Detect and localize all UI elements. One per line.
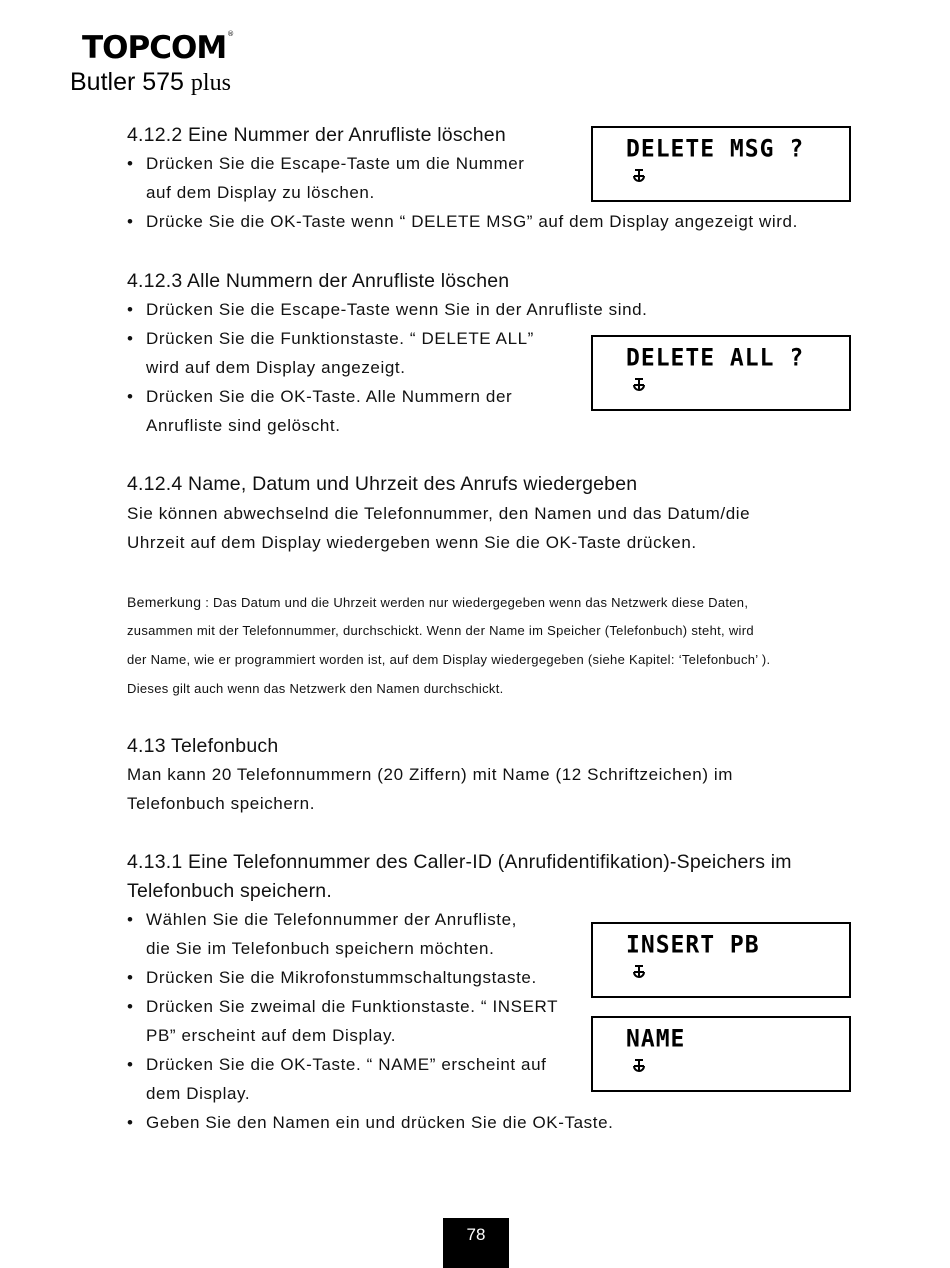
registered-mark: ® bbox=[227, 30, 234, 38]
lcd-text: NAME bbox=[626, 1025, 686, 1053]
lcd-display-insert-pb bbox=[591, 922, 851, 998]
list-item: • Drücken Sie die Mikrofonstummschaltungstaste. bbox=[127, 968, 537, 987]
paragraph-line: Telefonbuch speichern. bbox=[127, 794, 316, 813]
note-line: Bemerkung : Das Datum und die Uhrzeit werden nur wiedergegeben wenn das Netzwerk diese Daten, bbox=[127, 594, 749, 610]
note-line: Dieses gilt auch wenn das Netzwerk den Namen durchschickt. bbox=[127, 681, 504, 696]
heading-4-13-1-cont: Telefonbuch speichern. bbox=[127, 880, 332, 902]
list-item: • Drücken Sie zweimal die Funktionstaste. “ INSERT bbox=[127, 997, 559, 1016]
brand-logo: TOPCOM® bbox=[82, 30, 234, 66]
list-item-continuation: auf dem Display zu löschen. bbox=[146, 183, 375, 202]
list-item: • Drücken Sie die Escape-Taste wenn Sie in der Anrufliste sind. bbox=[127, 300, 648, 319]
list-item: • Drücken Sie die Escape-Taste um die Nummer bbox=[127, 154, 525, 173]
heading-4-12-2: 4.12.2 Eine Nummer der Anrufliste löschen bbox=[127, 124, 506, 146]
list-item: • Drücken Sie die Funktionstaste. “ DELETE ALL” bbox=[127, 329, 534, 348]
list-item-continuation: wird auf dem Display angezeigt. bbox=[146, 358, 406, 377]
heading-4-12-4: 4.12.4 Name, Datum und Uhrzeit des Anrufs wiedergeben bbox=[127, 473, 638, 495]
paragraph-line: Sie können abwechselnd die Telefonnummer, den Namen und das Datum/die bbox=[127, 504, 751, 523]
lcd-text: DELETE MSG ? bbox=[626, 135, 805, 163]
lcd-display-name bbox=[591, 1016, 851, 1092]
lcd-display-delete-msg bbox=[591, 126, 851, 202]
list-item-continuation: Anrufliste sind gelöscht. bbox=[146, 416, 341, 435]
paragraph-line: Man kann 20 Telefonnummern (20 Ziffern) mit Name (12 Schriftzeichen) im bbox=[127, 765, 734, 784]
note-label: Bemerkung bbox=[127, 594, 202, 610]
page-number: 78 bbox=[443, 1218, 509, 1268]
list-item: • Wählen Sie die Telefonnummer der Anrufliste, bbox=[127, 910, 517, 929]
lcd-display-delete-all bbox=[591, 335, 851, 411]
note-line: zusammen mit der Telefonnummer, durchschickt. Wenn der Name im Speicher (Telefonbuch) steht, wird bbox=[127, 623, 754, 638]
list-item-continuation: PB” erscheint auf dem Display. bbox=[146, 1026, 397, 1045]
phone-handset-icon bbox=[631, 964, 647, 984]
phone-handset-icon bbox=[631, 1058, 647, 1078]
phone-handset-icon bbox=[631, 168, 647, 188]
list-item-continuation: dem Display. bbox=[146, 1084, 251, 1103]
note-line: der Name, wie er programmiert worden ist, auf dem Display wiedergegeben (siehe Kapitel: ‘Telefonbuch’ ). bbox=[127, 652, 771, 667]
product-suffix: plus bbox=[190, 70, 231, 96]
list-item: • Geben Sie den Namen ein und drücken Sie die OK-Taste. bbox=[127, 1113, 614, 1132]
heading-4-13: 4.13 Telefonbuch bbox=[127, 735, 279, 757]
product-title: Butler 575 plus bbox=[70, 68, 231, 96]
lcd-text: DELETE ALL ? bbox=[626, 344, 805, 372]
lcd-text: INSERT PB bbox=[626, 931, 760, 959]
heading-4-12-3: 4.12.3 Alle Nummern der Anrufliste löschen bbox=[127, 270, 510, 292]
heading-4-13-1: 4.13.1 Eine Telefonnummer des Caller-ID (Anrufidentifikation)-Speichers im bbox=[127, 851, 792, 873]
phone-handset-icon bbox=[631, 377, 647, 397]
list-item: • Drücken Sie die OK-Taste. “ NAME” erscheint auf bbox=[127, 1055, 547, 1074]
paragraph-line: Uhrzeit auf dem Display wiedergeben wenn Sie die OK-Taste drücken. bbox=[127, 533, 697, 552]
list-item: • Drücken Sie die OK-Taste. Alle Nummern der bbox=[127, 387, 513, 406]
list-item: • Drücke Sie die OK-Taste wenn “ DELETE MSG” auf dem Display angezeigt wird. bbox=[127, 212, 798, 231]
list-item-continuation: die Sie im Telefonbuch speichern möchten. bbox=[146, 939, 495, 958]
